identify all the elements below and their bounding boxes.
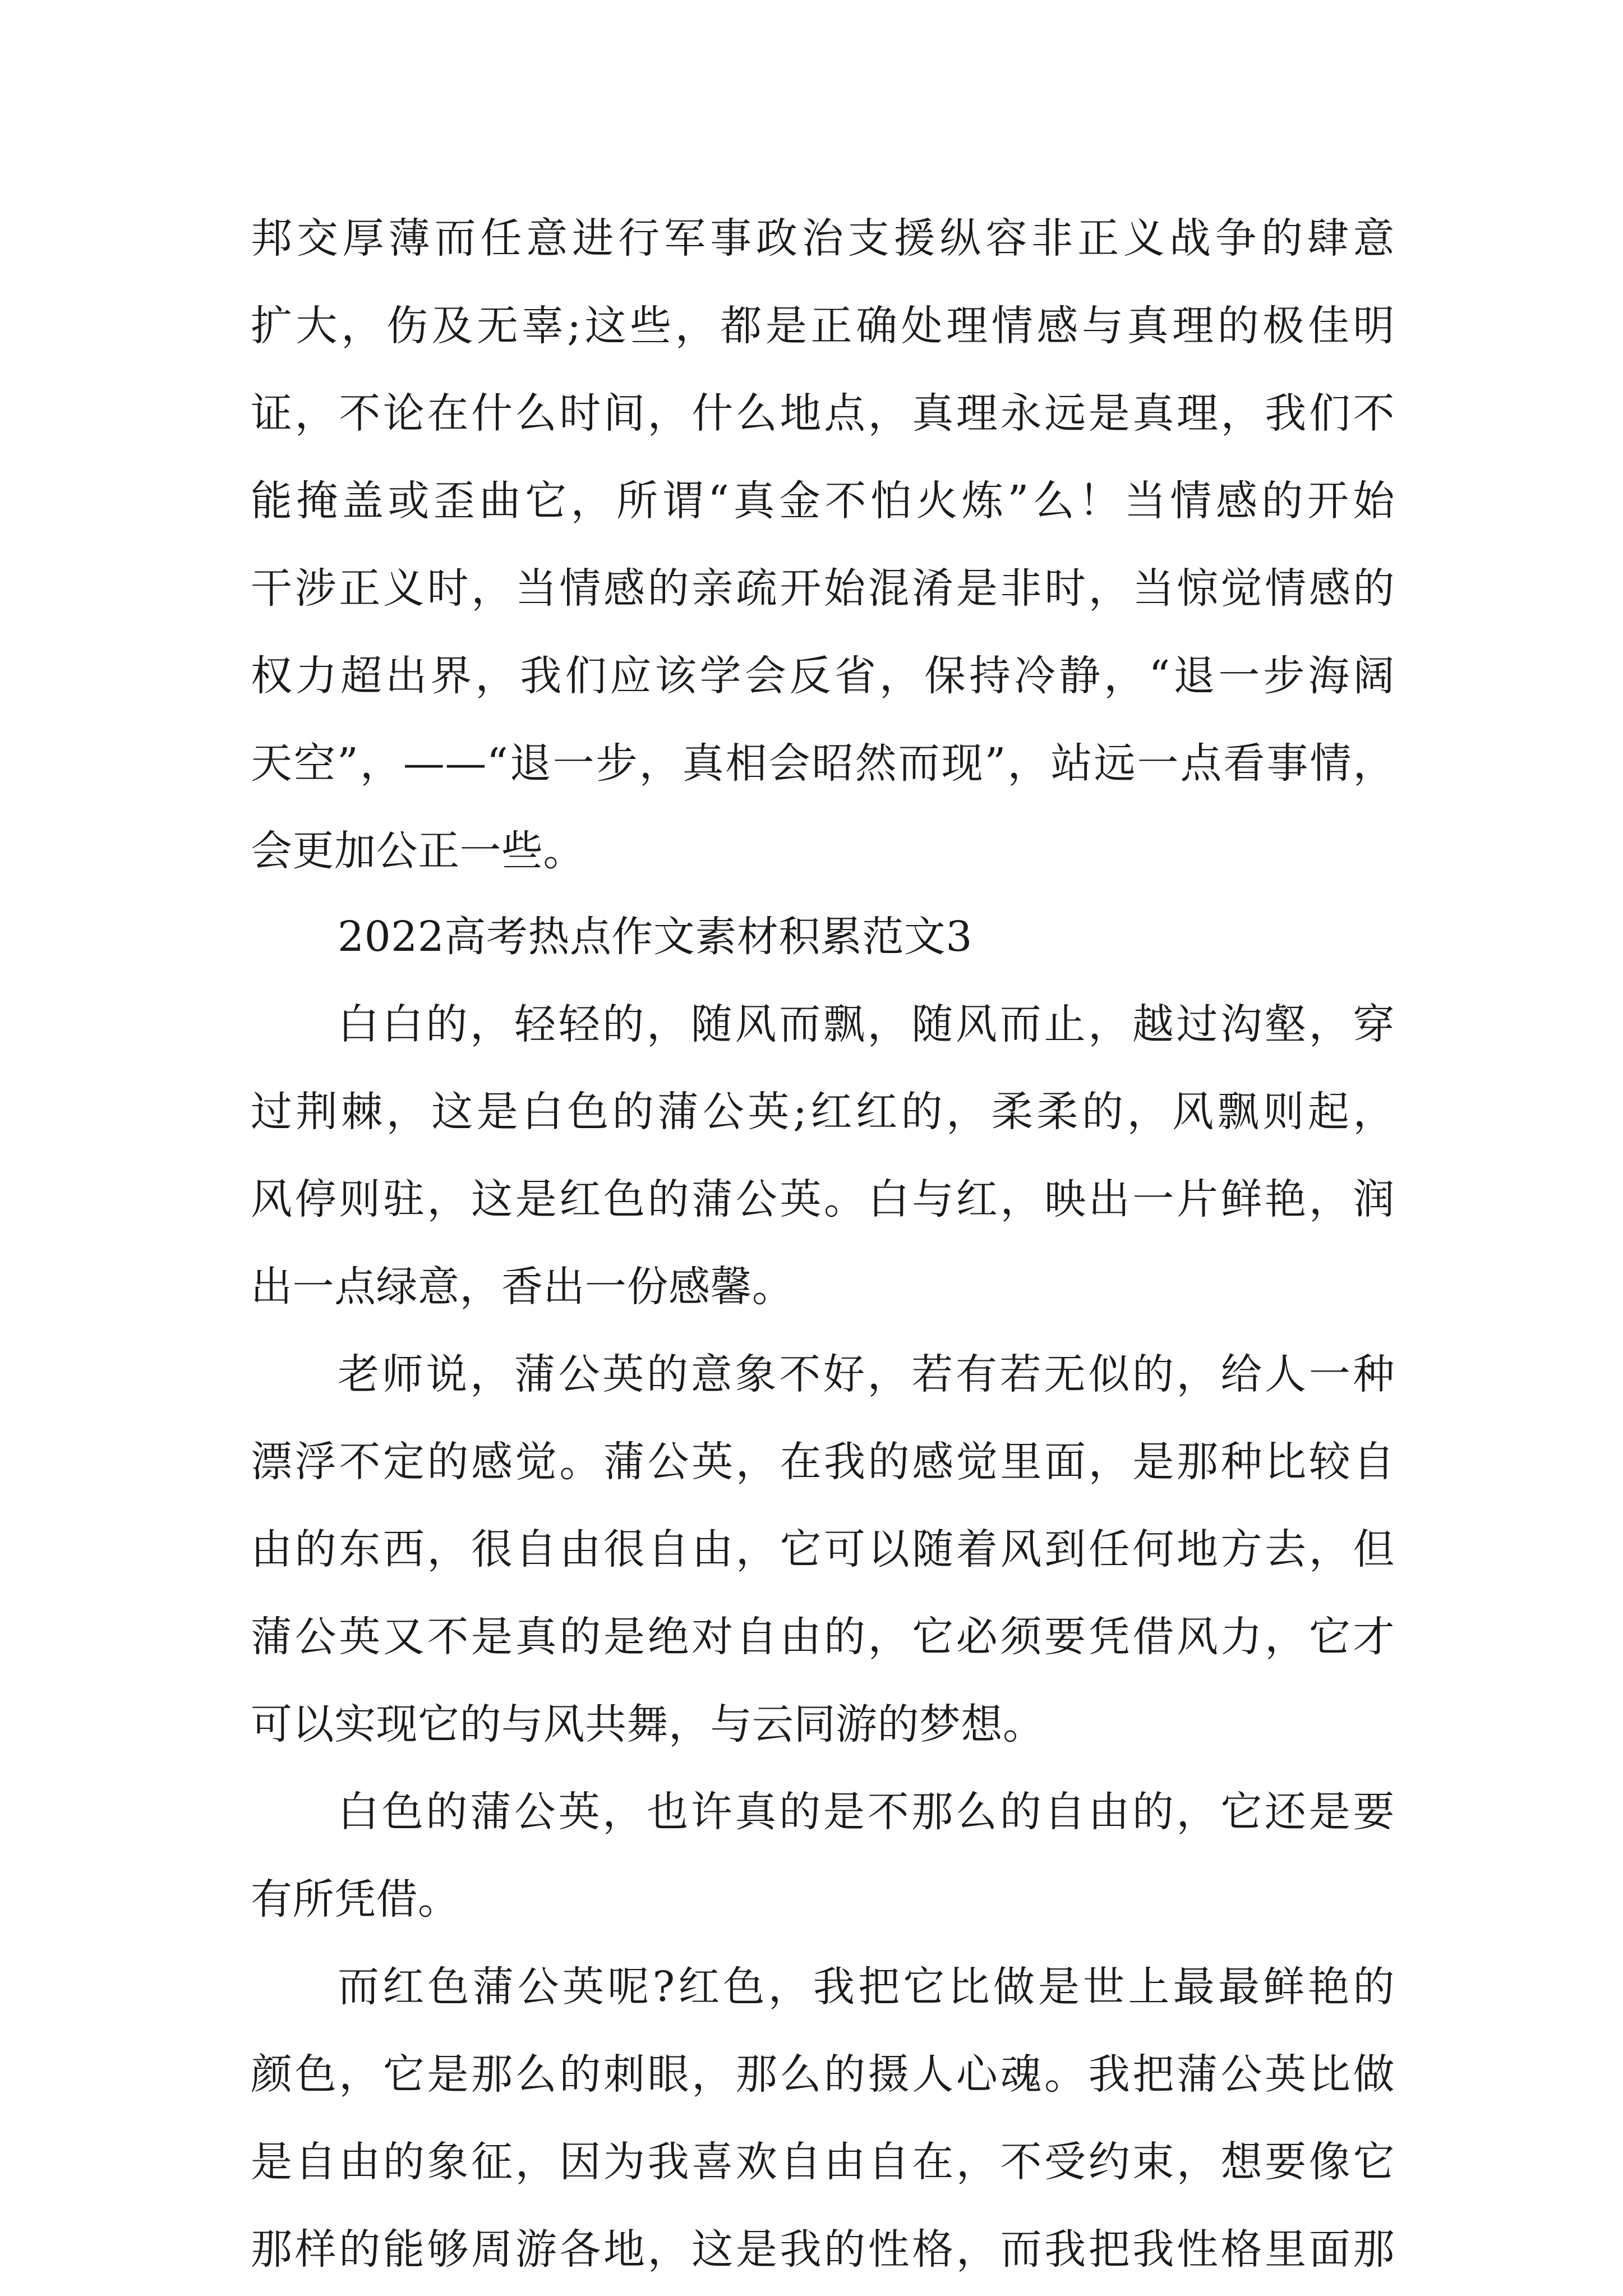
- text-line: 风停则驻，这是红色的蒲公英。白与红，映出一片鲜艳，润: [251, 1175, 1395, 1223]
- text-line: 过荆棘，这是白色的蒲公英;红红的，柔柔的，风飘则起，: [251, 1088, 1395, 1136]
- text-line: 老师说，蒲公英的意象不好，若有若无似的，给人一种: [338, 1350, 1395, 1398]
- text-line: 可以实现它的与风共舞，与云同游的梦想。: [251, 1700, 1045, 1749]
- text-line: 证，不论在什么时间，什么地点，真理永远是真理，我们不: [251, 389, 1395, 438]
- text-line: 白白的，轻轻的，随风而飘，随风而止，越过沟壑，穿: [338, 1000, 1395, 1048]
- text-line: 漂浮不定的感觉。蒲公英，在我的感觉里面，是那种比较自: [251, 1438, 1395, 1486]
- text-line: 蒲公英又不是真的是绝对自由的，它必须要凭借风力，它才: [251, 1613, 1395, 1661]
- section-heading: 2022高考热点作文素材积累范文3: [338, 913, 972, 961]
- text-line: 干涉正义时，当情感的亲疏开始混淆是非时，当惊觉情感的: [251, 564, 1395, 613]
- text-line: 那样的能够周游各地，这是我的性格，而我把我性格里面那: [251, 2225, 1395, 2274]
- text-line: 由的东西，很自由很自由，它可以随着风到任何地方去，但: [251, 1525, 1395, 1573]
- text-line: 邦交厚薄而任意进行军事政治支援纵容非正义战争的肆意: [251, 214, 1395, 263]
- text-line: 能掩盖或歪曲它，所谓“真金不怕火炼”么！当情感的开始: [251, 477, 1395, 525]
- text-line: 有所凭借。: [251, 1875, 460, 1924]
- text-line: 白色的蒲公英，也许真的是不那么的自由的，它还是要: [338, 1788, 1395, 1836]
- text-line: 扩大，伤及无辜;这些，都是正确处理情感与真理的极佳明: [251, 302, 1395, 350]
- text-line: 天空”，——“退一步，真相会昭然而现”，站远一点看事情，: [251, 739, 1395, 788]
- text-line: 出一点绿意，香出一份感馨。: [251, 1263, 794, 1311]
- text-line: 会更加公正一些。: [251, 827, 585, 875]
- text-line: 颜色，它是那么的刺眼，那么的摄人心魂。我把蒲公英比做: [251, 2050, 1395, 2099]
- text-line: 而红色蒲公英呢?红色，我把它比做是世上最最鲜艳的: [338, 1963, 1395, 2011]
- text-line: 是自由的象征，因为我喜欢自由自在，不受约束，想要像它: [251, 2138, 1395, 2186]
- text-line: 权力超出界，我们应该学会反省，保持冷静，“退一步海阔: [251, 652, 1395, 700]
